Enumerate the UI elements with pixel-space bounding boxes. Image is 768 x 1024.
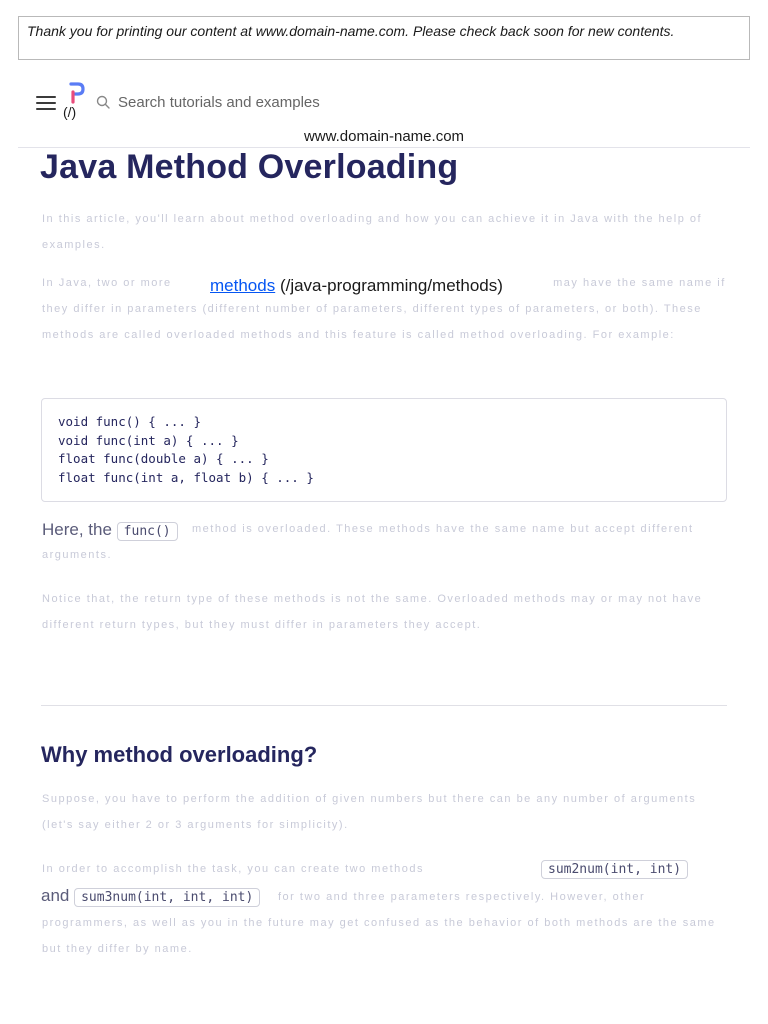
search-input[interactable] <box>116 89 420 115</box>
para1-start: In Java, two or more <box>42 277 172 289</box>
paragraph-return-type: Notice that, the return type of these methods is not the same. Overloaded methods may or may not have different return types, but they must differ in parameters they accept. <box>42 593 703 631</box>
methods-link-href: (/java-programming/methods) <box>279 276 503 295</box>
domain-label: www.domain-name.com <box>303 128 465 145</box>
methods-link[interactable]: methods <box>210 276 276 295</box>
code-content <box>42 399 726 501</box>
para5-start: In order to accomplish the task, you can create two methods <box>42 863 424 875</box>
code-line: float func(int a, float b) { ... } <box>58 469 314 485</box>
inline-code-sum2num: sum2num(int, int) <box>541 860 688 879</box>
code-block <box>41 398 727 502</box>
logo-icon[interactable] <box>66 82 86 104</box>
code-sum2num-wrap <box>541 860 688 879</box>
para2-prefix: Here, the <box>42 520 112 539</box>
intro-paragraph: In this article, you'll learn about method overloading and how you can achieve it in Java with the help of examples. <box>42 213 703 251</box>
section-title: Why method overloading? <box>41 742 318 767</box>
section-divider <box>41 705 727 706</box>
page-title: Java Method Overloading <box>40 148 459 186</box>
print-notice: Thank you for printing our content at www.domain-name.com. Please check back soon for new contents. <box>18 16 750 60</box>
inline-code-func: func() <box>117 522 178 541</box>
methods-link-line <box>210 276 503 296</box>
code-line: void func(int a) { ... } <box>58 432 239 448</box>
code-line: float func(double a) { ... } <box>58 451 269 466</box>
para2-rest: method is overloaded. These methods have the same name but accept different arguments. <box>42 523 694 561</box>
and-word: and <box>41 886 70 905</box>
para1-rest: may have the same name if they differ in parameters (different number of parameters, different types of parameters, or both). These methods are called overloaded methods and this feature is called method overloading. For example: <box>42 277 726 341</box>
search-icon <box>96 95 110 109</box>
menu-icon[interactable] <box>36 96 56 110</box>
code-line: void func() { ... } <box>58 414 201 429</box>
paragraph-suppose: Suppose, you have to perform the addition of given numbers but there can be any number of arguments (let's say either 2 or 3 arguments for simplicity). <box>42 793 697 831</box>
para5-rest: for two and three parameters respectively. However, other programmers, as well as you in the future may get confused as the behavior of both methods are the same but they differ by name. <box>42 891 716 955</box>
logo-link[interactable]: (/) <box>63 104 77 120</box>
inline-code-sum3num: sum3num(int, int, int) <box>74 888 260 907</box>
